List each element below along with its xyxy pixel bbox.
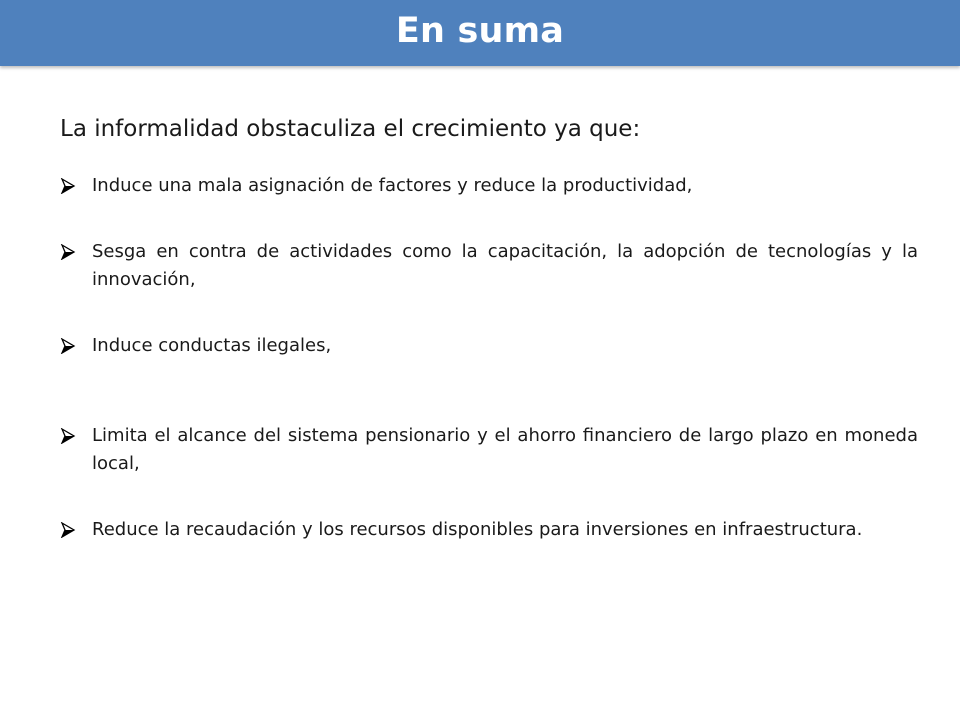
intro-text: La informalidad obstaculiza el crecimiento ya que: bbox=[60, 116, 641, 142]
arrow-bullet-icon bbox=[60, 338, 76, 354]
arrow-bullet-icon bbox=[60, 522, 76, 538]
bullet-text: Reduce la recaudación y los recursos disponibles para inversiones en infraestructura. bbox=[92, 519, 863, 540]
bullet-item bbox=[60, 516, 918, 544]
bullet-item bbox=[60, 422, 918, 478]
bullet-text: Induce conductas ilegales, bbox=[92, 335, 332, 356]
slide-content bbox=[60, 112, 918, 582]
bullet-item bbox=[60, 332, 918, 360]
arrow-bullet-icon bbox=[60, 244, 76, 260]
bullet-item bbox=[60, 238, 918, 294]
bullet-text: Induce una mala asignación de factores y reduce la productividad, bbox=[92, 175, 693, 196]
title-bar bbox=[0, 0, 960, 66]
slide-title: En suma bbox=[395, 11, 565, 51]
arrow-bullet-icon bbox=[60, 428, 76, 444]
bullet-text: Limita el alcance del sistema pensionario y el ahorro financiero de largo plazo en moneda local, bbox=[92, 425, 918, 474]
bullet-item bbox=[60, 172, 918, 200]
bullet-text: Sesga en contra de actividades como la capacitación, la adopción de tecnologías y la innovación, bbox=[92, 241, 918, 290]
arrow-bullet-icon bbox=[60, 178, 76, 194]
bullet-list bbox=[60, 172, 918, 544]
